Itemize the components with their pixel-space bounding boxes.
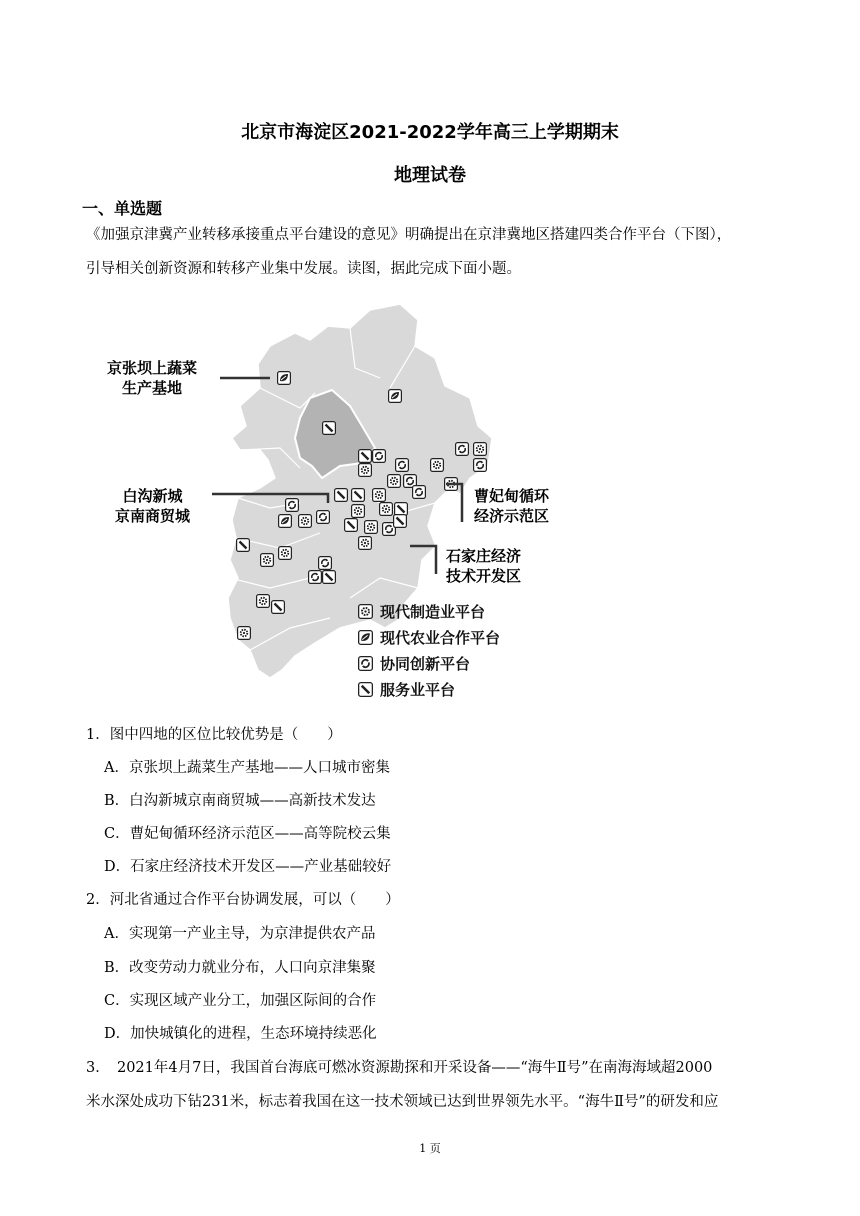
gear-icon: [474, 443, 487, 456]
callout-label: 曹妃甸循环: [474, 487, 550, 505]
cycle-icon: [309, 571, 322, 584]
legend-label: 协同创新平台: [380, 655, 471, 673]
gear-icon: [431, 459, 444, 472]
gear-icon: [380, 503, 393, 516]
cycle-icon: [373, 450, 386, 463]
question-2-stem: 2．河北省通过合作平台协调发展，可以（ ）: [86, 892, 400, 908]
question-2-option-b: B．改变劳动力就业分布，人口向京津集聚: [104, 960, 376, 976]
question-2-option-a: A．实现第一产业主导，为京津提供农产品: [104, 926, 376, 942]
question-1-option-c: C．曹妃甸循环经济示范区——高等院校云集: [104, 826, 391, 842]
intro-line-2: 引导相关创新资源和转移产业集中发展。读图，据此完成下面小题。: [86, 261, 521, 277]
slash-icon: [395, 503, 408, 516]
gear-icon: [352, 505, 365, 518]
gear-icon: [359, 605, 373, 619]
cycle-icon: [396, 459, 409, 472]
intro-paragraph: [86, 218, 786, 286]
gear-icon: [279, 547, 292, 560]
leaf-icon: [279, 515, 292, 528]
gear-icon: [257, 595, 270, 608]
callout-label: 生产基地: [122, 379, 183, 397]
leaf-icon: [278, 372, 291, 385]
slash-icon: [335, 489, 348, 502]
section-heading: 一、单选题: [82, 199, 163, 218]
cycle-icon: [286, 499, 299, 512]
callout-shijiazhuang: [446, 546, 521, 586]
callout-baigou: [115, 486, 190, 526]
gear-icon: [388, 475, 401, 488]
cycle-icon: [474, 459, 487, 472]
paper-subtitle: 地理试卷: [394, 165, 466, 186]
gear-icon: [365, 521, 378, 534]
slash-icon: [352, 489, 365, 502]
question-2-option-c: C．实现区域产业分工，加强区际间的合作: [104, 993, 377, 1009]
callout-label: 石家庄经济: [446, 547, 522, 565]
gear-icon: [359, 537, 372, 550]
callout-label: 白沟新城: [122, 487, 183, 505]
callout-zhangjiakou: [107, 358, 197, 398]
gear-icon: [299, 515, 312, 528]
leaf-icon: [389, 390, 402, 403]
gear-icon: [359, 464, 372, 477]
cycle-icon: [413, 486, 426, 499]
question-1-option-d: D．石家庄经济技术开发区——产业基础较好: [104, 859, 392, 875]
paper-title: 北京市海淀区2021-2022学年高三上学期期末: [241, 122, 619, 143]
callout-label: 经济示范区: [474, 507, 550, 525]
callout-label: 技术开发区: [446, 567, 522, 585]
slash-icon: [323, 571, 336, 584]
question-2-option-d: D．加快城镇化的进程，生态环境持续恶化: [104, 1026, 377, 1042]
leaf-icon: [359, 631, 373, 645]
slash-icon: [345, 519, 358, 532]
callout-caofeidian: [474, 486, 549, 526]
question-1-stem: 1．图中四地的区位比较优势是（ ）: [86, 727, 342, 743]
cycle-icon: [317, 511, 330, 524]
legend-label: 现代制造业平台: [380, 603, 486, 621]
gear-icon: [373, 489, 386, 502]
slash-icon: [359, 683, 373, 697]
slash-icon: [359, 450, 372, 463]
legend-label: 现代农业合作平台: [380, 629, 501, 647]
cycle-icon: [319, 557, 332, 570]
intro-line-1: 《加强京津冀产业转移承接重点平台建设的意见》明确提出在京津冀地区搭建四类合作平台（下图），: [86, 227, 732, 243]
slash-icon: [237, 539, 250, 552]
legend-label: 服务业平台: [380, 681, 456, 699]
slash-icon: [394, 515, 407, 528]
cycle-icon: [359, 657, 373, 671]
question-3-stem-line-2: 米水深处成功下钻231米，标志着我国在这一技术领域已达到世界领先水平。“海牛Ⅱ号”的研发和应: [86, 1094, 719, 1110]
slash-icon: [323, 422, 336, 435]
gear-icon: [238, 627, 251, 640]
question-1-option-b: B．白沟新城京南商贸城——高新技术发达: [104, 793, 376, 809]
question-3-stem-line-1: 3． 2021年4月7日，我国首台海底可燃冰资源勘探和开采设备——“海牛Ⅱ号”在南海海域超2000: [86, 1060, 713, 1076]
question-1-option-a: A．京张坝上蔬菜生产基地——人口城市密集: [104, 760, 390, 776]
gear-icon: [261, 554, 274, 567]
callout-label: 京南商贸城: [115, 507, 191, 525]
callout-label: 京张坝上蔬菜: [107, 359, 198, 377]
map-legend: [359, 603, 500, 699]
slash-icon: [272, 601, 285, 614]
cycle-icon: [456, 443, 469, 456]
page-number: 1 页: [419, 1142, 441, 1155]
